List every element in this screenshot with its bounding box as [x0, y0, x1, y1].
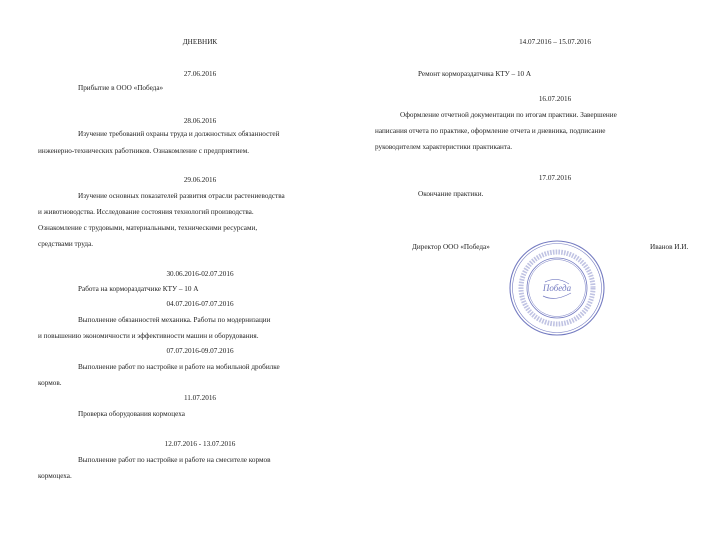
entry-text: Ознакомление с трудовыми, материальными, техническими ресурсами, [38, 224, 258, 232]
entry-date: 27.06.2016 [183, 70, 217, 78]
entry-text: написания отчета по практике, оформление отчета и дневника, подписание [375, 127, 606, 135]
entry-text: Изучение требований охраны труда и должностных обязанностей [78, 130, 280, 138]
entry-text: Выполнение обязанностей механика. Работы по модернизации [78, 316, 271, 324]
entry-text: кормов. [38, 379, 62, 387]
entry-text: и повышению экономичности и эффективности машин и оборудования. [38, 332, 259, 340]
entry-date: 29.06.2016 [183, 176, 217, 184]
entry-date: 17.07.2016 [538, 174, 572, 182]
entry-date: 16.07.2016 [538, 95, 572, 103]
entry-text: кормоцеха. [38, 472, 72, 480]
entry-date: 12.07.2016 - 13.07.2016 [164, 440, 236, 448]
signature-name: Иванов И.И. [650, 243, 689, 251]
company-stamp [507, 238, 607, 338]
entry-text: Прибытие в ООО «Победа» [78, 84, 164, 92]
entry-text: инженерно-технических работников. Ознакомление с предприятием. [38, 147, 250, 155]
entry-date: 28.06.2016 [183, 117, 217, 125]
entry-text: Окончание практики. [418, 190, 484, 198]
entry-date: 14.07.2016 – 15.07.2016 [519, 38, 591, 46]
entry-text: руководителем характеристики практиканта. [375, 143, 513, 151]
entry-date: 30.06.2016-02.07.2016 [166, 270, 234, 278]
entry-text: Оформление отчетной документации по итогам практики. Завершение [400, 111, 617, 119]
entry-text: средствами труда. [38, 240, 94, 248]
entry-text: Работа на кормораздатчике КТУ – 10 А [78, 285, 199, 293]
diary-title: ДНЕВНИК [182, 38, 218, 46]
entry-text: Выполнение работ по настройке и работе на мобильной дробилке [78, 363, 280, 371]
entry-text: и животноводства. Исследование состояния технологий производства. [38, 208, 254, 216]
entry-date: 07.07.2016-09.07.2016 [166, 347, 234, 355]
entry-text: Изучение основных показателей развития отрасли растениеводства [78, 192, 285, 200]
entry-date: 11.07.2016 [183, 394, 217, 402]
entry-text: Выполнение работ по настройке и работе на смесителе кормов [78, 456, 271, 464]
signature-position: Директор ООО «Победа» [412, 243, 490, 251]
stamp-text: Победа [542, 283, 572, 293]
entry-text: Проверка оборудования кормоцеха [78, 410, 185, 418]
entry-text: Ремонт кормораздатчика КТУ – 10 А [418, 70, 532, 78]
entry-date: 04.07.2016-07.07.2016 [166, 300, 234, 308]
